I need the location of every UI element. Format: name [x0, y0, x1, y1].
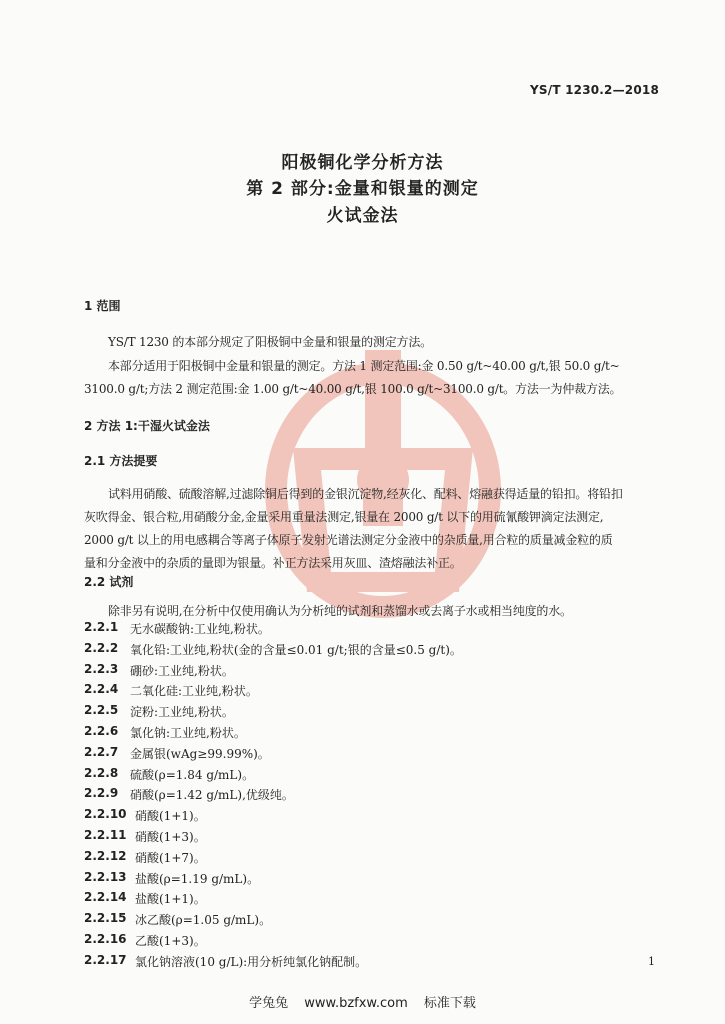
- reagent-item: [84, 848, 206, 865]
- footer: [0, 992, 725, 1011]
- reagent-item-text: 硝酸(ρ=1.42 g/mL),优级纯。: [130, 788, 294, 803]
- reagent-item: [84, 765, 255, 782]
- section-2-1-line4: 量和分金液中的杂质的量即为银量。补正方法采用灰皿、渣熔融法补正。: [84, 556, 462, 570]
- section-2-1-line2: 灰吹得金、银合粒,用硝酸分金,金量采用重量法测定,银量在 2000 g/t 以下的用硫氰酸钾滴定法测定,: [84, 510, 604, 524]
- reagent-item-number: 2.2.2: [84, 640, 119, 655]
- reagent-item-text: 硫酸(ρ=1.84 g/mL)。: [130, 767, 255, 782]
- reagent-item-text: 硝酸(1+3)。: [135, 830, 206, 844]
- reagent-item-number: 2.2.3: [84, 661, 119, 676]
- reagent-item-number: 2.2.8: [84, 765, 119, 780]
- reagent-item: [84, 890, 206, 907]
- reagent-item-text: 硝酸(1+1)。: [135, 809, 206, 824]
- footer-slogan: 标准下载: [423, 996, 476, 1011]
- reagent-item-text: 氧化铅:工业纯,粉状(金的含量≤0.01 g/t;银的含量≤0.5 g/t)。: [130, 642, 462, 657]
- reagent-item-text: 氯化钠:工业纯,粉状。: [130, 726, 246, 740]
- reagent-item-number: 2.2.7: [84, 744, 119, 759]
- reagent-item-text: 氯化钠溶液(10 g/L):用分析纯氯化钠配制。: [135, 954, 368, 969]
- reagent-item: [84, 786, 294, 803]
- section-1-para2-line1: 本部分适用于阳极铜中金量和银量的测定。方法 1 测定范围:金 0.50 g/t~40.00 g/t,银 50.0 g/t~: [108, 359, 620, 373]
- reagent-item-text: 冰乙酸(ρ=1.05 g/mL)。: [135, 913, 272, 928]
- section-2-1-heading: 2.1 方法提要: [84, 454, 158, 468]
- watermark-logo-icon: [253, 330, 513, 630]
- reagent-item-number: 2.2.1: [84, 620, 119, 634]
- reagent-item: [84, 744, 270, 761]
- reagent-item: [84, 828, 206, 844]
- reagent-item: [84, 620, 270, 636]
- doc-title-line1: 阳极铜化学分析方法: [281, 153, 444, 173]
- reagent-item-number: 2.2.4: [84, 682, 119, 697]
- reagent-item-text: 盐酸(1+1)。: [135, 892, 206, 907]
- reagent-item-number: 2.2.17: [84, 952, 127, 967]
- section-2-1-line3: 2000 g/t 以上的用电感耦合等离子体原子发射光谱法测定分金液中的杂质量,用合粒的质量减金粒的质: [84, 533, 613, 547]
- section-2-heading: 2 方法 1:干湿火试金法: [84, 419, 210, 433]
- section-1-para1: YS/T 1230 的本部分规定了阳极铜中金量和银量的测定方法。: [108, 335, 432, 349]
- reagent-item-text: 金属银(wAg≥99.99%)。: [130, 746, 270, 761]
- doc-title-line3: 火试金法: [326, 206, 399, 226]
- reagent-item: [84, 932, 206, 948]
- standard-number: YS/T 1230.2—2018: [530, 83, 659, 97]
- reagent-item-text: 盐酸(ρ=1.19 g/mL)。: [135, 871, 260, 886]
- section-1-heading: 1 范围: [84, 299, 121, 313]
- doc-title-line2: 第 2 部分:金量和银量的测定: [246, 179, 479, 199]
- reagent-item: [84, 682, 258, 699]
- reagent-item-text: 硝酸(1+7)。: [135, 850, 206, 865]
- section-1-para2-line2: 3100.0 g/t;方法 2 测定范围:金 1.00 g/t~40.00 g/t,银 100.0 g/t~3100.0 g/t。方法一为仲裁方法。: [84, 382, 622, 396]
- section-2-1-line1: 试料用硝酸、硫酸溶解,过滤除铜后得到的金银沉淀物,经灰化、配料、熔融获得适量的铅扣。将铅扣: [108, 487, 623, 501]
- reagent-item-number: 2.2.6: [84, 724, 119, 738]
- reagent-item: [84, 640, 462, 657]
- reagent-item-number: 2.2.5: [84, 703, 119, 718]
- reagent-item-text: 淀粉:工业纯,粉状。: [130, 705, 234, 720]
- reagent-item: [84, 703, 234, 720]
- reagent-item-number: 2.2.16: [84, 932, 127, 946]
- reagent-item-text: 硼砂:工业纯,粉状。: [130, 663, 234, 678]
- reagent-item-text: 乙酸(1+3)。: [135, 934, 206, 948]
- reagent-item-number: 2.2.10: [84, 807, 127, 822]
- reagent-item: [84, 807, 206, 824]
- footer-url[interactable]: www.bzfxw.com: [304, 996, 408, 1011]
- page-number: 1: [648, 955, 655, 968]
- reagent-item-number: 2.2.15: [84, 911, 127, 926]
- section-2-2-heading: 2.2 试剂: [84, 575, 134, 589]
- reagent-item: [84, 911, 272, 928]
- reagent-item-number: 2.2.14: [84, 890, 127, 905]
- reagent-item: [84, 661, 234, 678]
- reagent-item-number: 2.2.11: [84, 828, 127, 842]
- reagent-item-number: 2.2.13: [84, 869, 127, 884]
- reagent-item-text: 二氧化硅:工业纯,粉状。: [130, 684, 258, 699]
- reagent-item: [84, 724, 246, 740]
- reagent-item-number: 2.2.12: [84, 848, 127, 863]
- reagent-item: [84, 869, 260, 886]
- section-2-2-intro: 除非另有说明,在分析中仅使用确认为分析纯的试剂和蒸馏水或去离子水或相当纯度的水。: [108, 604, 572, 618]
- reagent-item-number: 2.2.9: [84, 786, 119, 801]
- footer-site-name: 学兔兔: [249, 996, 289, 1011]
- reagent-item-text: 无水碳酸钠:工业纯,粉状。: [130, 622, 270, 636]
- reagent-item: [84, 952, 368, 969]
